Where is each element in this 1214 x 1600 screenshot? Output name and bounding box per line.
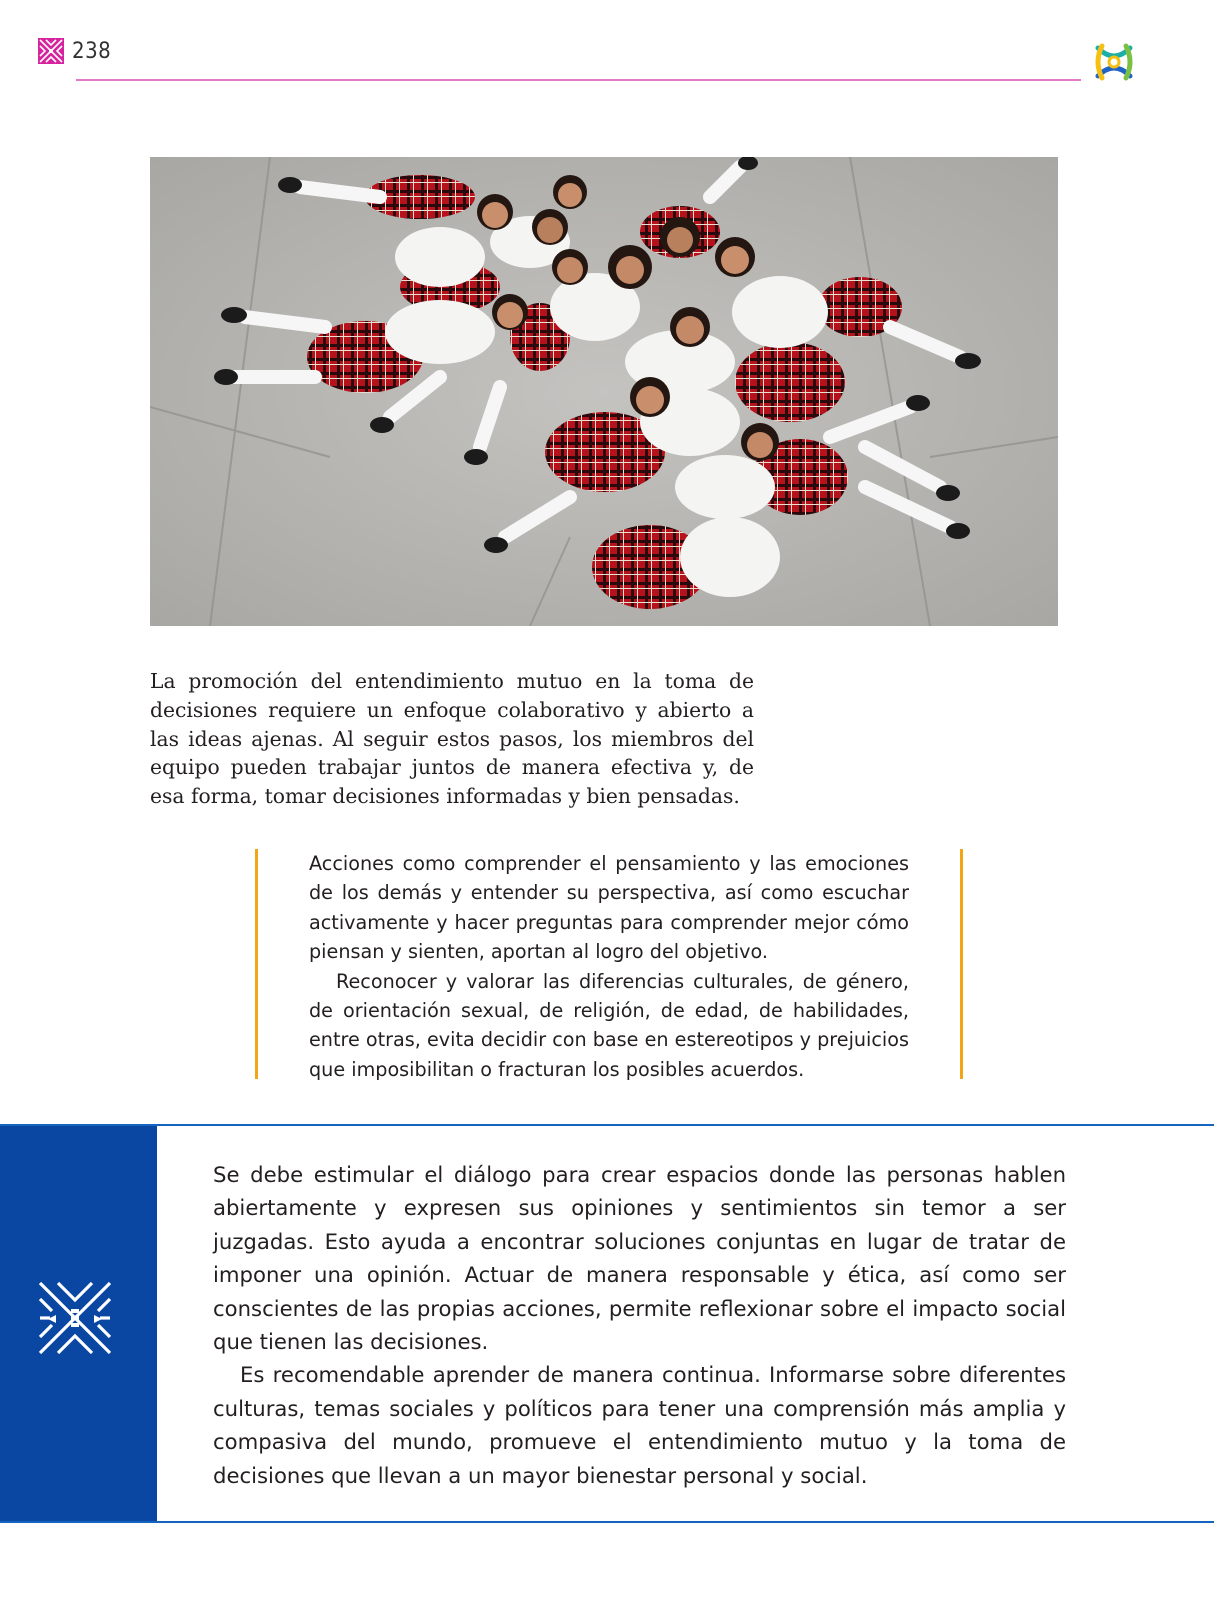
intro-paragraph: La promoción del entendimiento mutuo en la toma de decisiones requiere un enfoque colaborativo y abierto a las ideas ajenas. Al seguir estos pasos, los miembros del equipo pueden trabajar juntos de manera efectiva y, de esa forma, tomar decisiones informadas y bien pensadas. [150,669,754,809]
callout-box [255,849,963,1079]
woven-pattern-icon [36,1279,114,1357]
students-photo [150,157,1058,626]
band-paragraph-2: Es recomendable aprender de manera continua. Informarse sobre diferentes culturas, temas sociales y políticos para tener una comprensión más amplia y compasiva del mundo, promueve el entendimiento mutuo y la toma de decisiones que llevan a un mayor bienestar personal y social. [213,1362,1066,1488]
page-header [38,38,111,64]
callout-paragraph-2: Reconocer y valorar las diferencias culturales, de género, de orientación sexual, de religión, de edad, de habilidades, entre otras, evita decidir con base en estereotipos y prejuicios que imposibilitan o fracturan los posibles acuerdos. [309,969,910,1081]
woven-pattern-icon [38,38,64,64]
highlight-band [0,1124,1214,1523]
side-panel [0,1126,157,1521]
band-paragraph-1: Se debe estimular el diálogo para crear espacios donde las personas hablen abiertamente y expresen sus opiniones y sentimientos sin temor a ser juzgadas. Esto ayuda a encontrar soluciones conjuntas en lugar de tratar de imponer una opinión. Actuar de manera responsable y ética, así como ser conscientes de las propias acciones, permite reflexionar sobre el impacto social que tienen las decisiones. [213,1162,1066,1355]
header-rule [76,79,1081,81]
page-number: 238 [72,38,112,64]
knot-logo-icon [1090,38,1138,86]
callout-paragraph-1: Acciones como comprender el pensamiento y las emociones de los demás y entender su perspectiva, así como escuchar activamente y hacer preguntas para comprender mejor cómo piensan y sienten, aportan al logro del objetivo. [309,852,909,964]
photo-students-lying-in-circle [150,157,1058,626]
band-text [213,1158,1066,1492]
